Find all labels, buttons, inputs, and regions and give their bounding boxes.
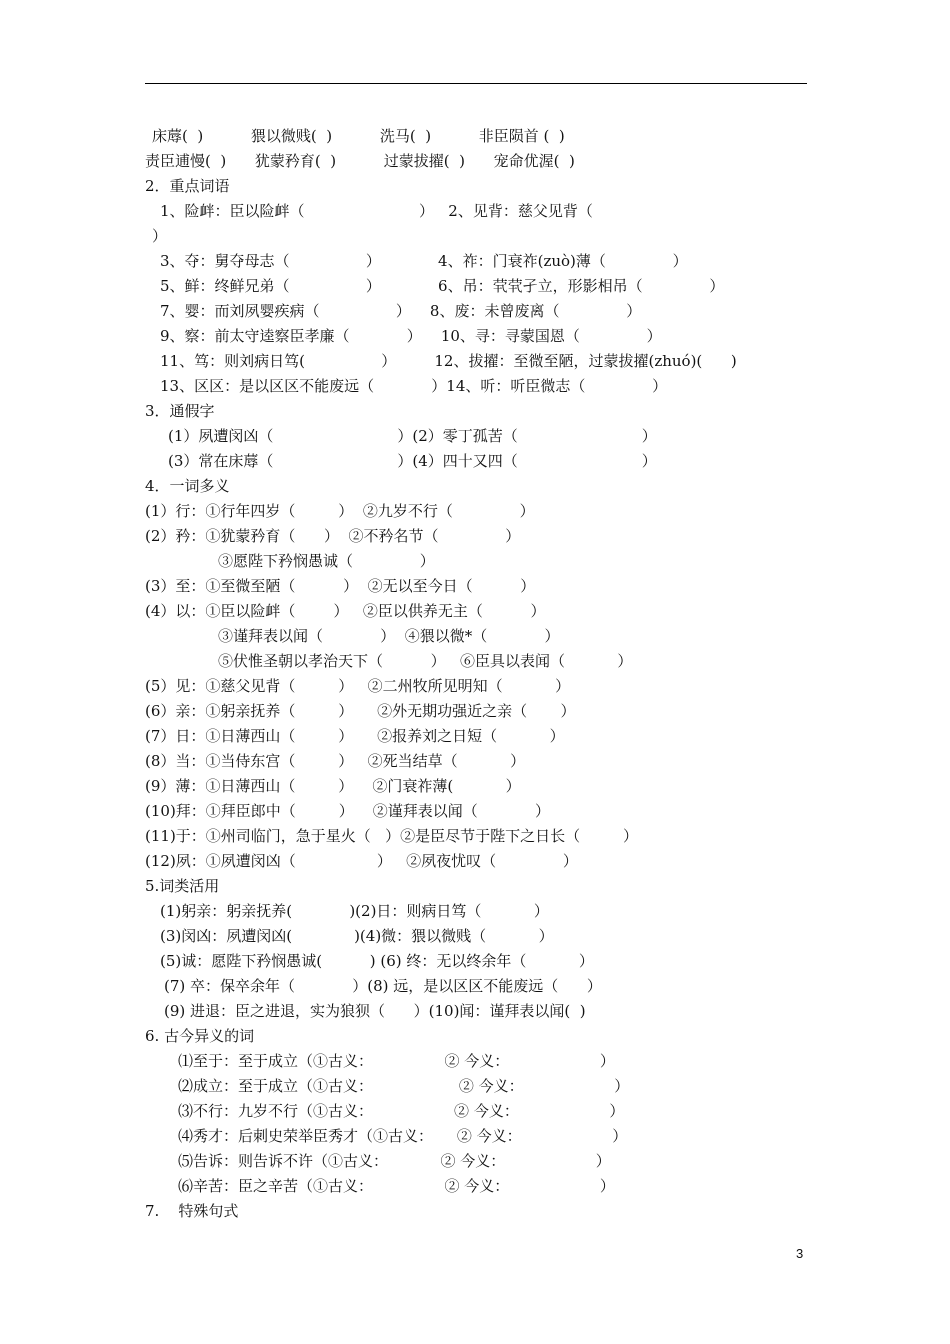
worksheet-line: 6. 古今异义的词 xyxy=(145,1027,255,1045)
worksheet-line: (1)躬亲：躬亲抚养( )(2)日：则病日笃（ ） xyxy=(160,902,549,920)
worksheet-line: ⑴至于：至于成立（①古义： ② 今义： ） xyxy=(178,1052,615,1070)
worksheet-line: (4）以：①臣以险衅（ ） ②臣以供养无主（ ） xyxy=(145,602,546,620)
worksheet-line: ③谨拜表以闻（ ） ④猥以微*（ ） xyxy=(218,627,560,645)
header-rule xyxy=(145,83,807,84)
worksheet-line: (6）亲：①躬亲抚养（ ） ②外无期功强近之亲（ ） xyxy=(145,702,576,720)
worksheet-line: 3．通假字 xyxy=(145,402,215,420)
worksheet-line: ⑤伏惟圣朝以孝治天下（ ） ⑥臣具以表闻（ ） xyxy=(218,652,633,670)
worksheet-line: ⑷秀才：后刺史荣举臣秀才（①古义： ② 今义： ） xyxy=(178,1127,628,1145)
worksheet-line: (7）日：①日薄西山（ ） ②报养刘之日短（ ） xyxy=(145,727,565,745)
worksheet-line: 7、婴：而刘夙婴疾病（ ） 8、废：未曾废离（ ） xyxy=(160,302,642,320)
worksheet-line: (3)闵凶：夙遭闵凶( )(4)微：猥以微贱（ ） xyxy=(160,927,554,945)
worksheet-line: 5、鲜：终鲜兄弟（ ） 6、吊：茕茕孑立，形影相吊（ ） xyxy=(160,277,725,295)
worksheet-line: 11、笃：则刘病日笃( ） 12、拔擢：至微至陋，过蒙拔擢(zhuó)( ) xyxy=(160,352,737,370)
worksheet-line: ⑹辛苦：臣之辛苦（①古义： ② 今义： ） xyxy=(178,1177,615,1195)
worksheet-line: ③愿陛下矜悯愚诚（ ） xyxy=(218,552,435,570)
worksheet-line: (11)于：①州司临门，急于星火（ ）②是臣尽节于陛下之日长（ ） xyxy=(145,827,639,845)
worksheet-line: (10)拜：①拜臣郎中（ ） ②谨拜表以闻（ ） xyxy=(145,802,550,820)
worksheet-line: (1）行：①行年四岁（ ） ②九岁不行（ ） xyxy=(145,502,535,520)
worksheet-line: (7) 卒：保卒余年（ ）(8) 远，是以区区不能废远（ ） xyxy=(164,977,602,995)
worksheet-line: 9、察：前太守逵察臣孝廉（ ） 10、寻：寻蒙国恩（ ） xyxy=(160,327,662,345)
worksheet-line: (3）常在床蓐（ ）(4）四十又四（ ） xyxy=(168,452,657,470)
worksheet-line: 1、险衅：臣以险衅（ ） 2、见背：慈父见背（ xyxy=(160,202,593,220)
worksheet-line: (12)夙：①夙遭闵凶（ ） ②夙夜忧叹（ ） xyxy=(145,852,578,870)
page-number: 3 xyxy=(796,1246,804,1261)
worksheet-line: 床蓐( ) 猥以微贱( ) 洗马( ) 非臣陨首 ( ) xyxy=(152,127,565,145)
worksheet-line: 3、夺：舅夺母志（ ） 4、祚：门衰祚(zuò)薄（ ） xyxy=(160,252,688,270)
worksheet-line: 7. 特殊句式 xyxy=(145,1202,239,1220)
worksheet-line: ⑶不行：九岁不行（①古义： ② 今义： ） xyxy=(178,1102,625,1120)
worksheet-line: ⑸告诉：则告诉不许（①古义： ② 今义： ） xyxy=(178,1152,611,1170)
worksheet-line: (2）矜：①犹蒙矜育（ ） ②不矜名节（ ） xyxy=(145,527,521,545)
worksheet-line: 责臣逋慢( ) 犹蒙矜育( ) 过蒙拔擢( ) 宠命优渥( ) xyxy=(145,152,575,170)
worksheet-line: ） xyxy=(152,227,168,245)
worksheet-line: (3）至：①至微至陋（ ） ②无以至今日（ ） xyxy=(145,577,536,595)
worksheet-line: (9）薄：①日薄西山（ ） ②门衰祚薄( ） xyxy=(145,777,521,795)
worksheet-line: ⑵成立：至于成立（①古义： ② 今义： ） xyxy=(178,1077,630,1095)
worksheet-line: (9) 进退：臣之进退，实为狼狈（ ）(10)闻：谨拜表以闻( ) xyxy=(164,1002,586,1020)
worksheet-line: 2．重点词语 xyxy=(145,177,230,195)
worksheet-line: (1）夙遭闵凶（ ）(2）零丁孤苦（ ） xyxy=(168,427,657,445)
worksheet-line: (5)诚：愿陛下矜悯愚诚( ) (6) 终：无以终余年（ ） xyxy=(160,952,594,970)
worksheet-line: (5）见：①慈父见背（ ） ②二州牧所见明知（ ） xyxy=(145,677,571,695)
worksheet-line: 5.词类活用 xyxy=(145,877,220,895)
worksheet-line: 4．一词多义 xyxy=(145,477,230,495)
worksheet-line: (8）当：①当侍东宫（ ） ②死当结草（ ） xyxy=(145,752,526,770)
worksheet-line: 13、区区：是以区区不能废远（ ）14、听：听臣微志（ ） xyxy=(160,377,668,395)
